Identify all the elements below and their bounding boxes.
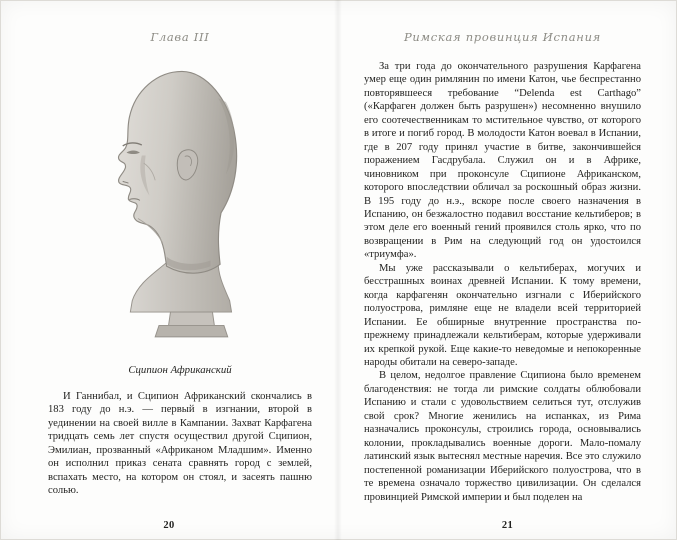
page-number-right: 21 (501, 520, 514, 531)
running-head-right: Римская провинция Испания (403, 30, 601, 44)
left-page-text (48, 390, 312, 498)
bust-of-scipio-illustration (66, 60, 294, 356)
paragraph: В целом, недолгое правление Сципиона было временем благоденствия: не тогда ли римские солдаты облюбовали Испанию и стали с удовольствием селиться тут, отслужив свой срок? Многие женились на испанках, из Рима назначались проконсулы, строились города, основывались колонии, прокладывались военные дороги. Мало-помалу латинский язык вытеснял местные наречия. Все это служило постепенной романизации Иберийского полуострова, что в те времена означало торжество цивилизации. Он сделался провинцией Римской империи и был поделен на (364, 370, 641, 503)
paragraph: За три года до окончательного разрушения Карфагена умер еще один римлянин по имени Катон, чье беспрестанно повторявшееся требование “Delenda est Carthago” («Карфаген должен быть разрушен») несомненно внушило его соотечественникам то мстительное чувство, от которого в итоге и погиб город. В молодости Катон воевал в Испании, где в 207 году принял участие в битве, закончившейся поражением Гасдрубала. Служил он и в Африке, чиновником при проконсуле Сципионе Африканском, которого впоследствии обличал за роскошный образ жизни. В 195 году до н.э., вскоре после своего назначения в Испанию, он безжалостно подавил восстание кельтиберов; в этом деле его военный гений проявился столь ярко, что по возвращении в Рим на следующий год он удостоился «триумфа». (364, 61, 641, 261)
paragraph: Мы уже рассказывали о кельтиберах, могучих и бесстрашных воинах древней Испании. К тому времени, когда карфагенян окончательно изгнали с Иберийского полуострова, римляне еще не владели всей территорией Испании. Ее обширные внутренние пространства по-прежнему принадлежали кельтиберам, которые удерживали их крепкой рукой. Еще какие-то неведомые и непокоренные народы обитали на северо-западе. (364, 262, 641, 368)
running-head-left: Глава III (150, 30, 210, 44)
page-right (338, 0, 677, 540)
page-left (0, 0, 338, 540)
figure-caption: Сципион Африканский (128, 364, 232, 376)
figure-bust (48, 60, 312, 376)
paragraph: И Ганнибал, и Сципион Африканский скончались в 183 году до н.э. — первый в изгнании, второй в уединении на своей вилле в Кампании. Захват Карфагена тридцать семь лет спустя осуществил другой Сципион, Эмилиан, прозванный «Африканом Младшим». Именно он исполнил приказ сената сравнять город с землей, вспахать место, на котором он стоял, и засеять пашню солью. (48, 391, 312, 497)
page-number-left: 20 (163, 520, 175, 531)
right-page-text (364, 60, 641, 504)
